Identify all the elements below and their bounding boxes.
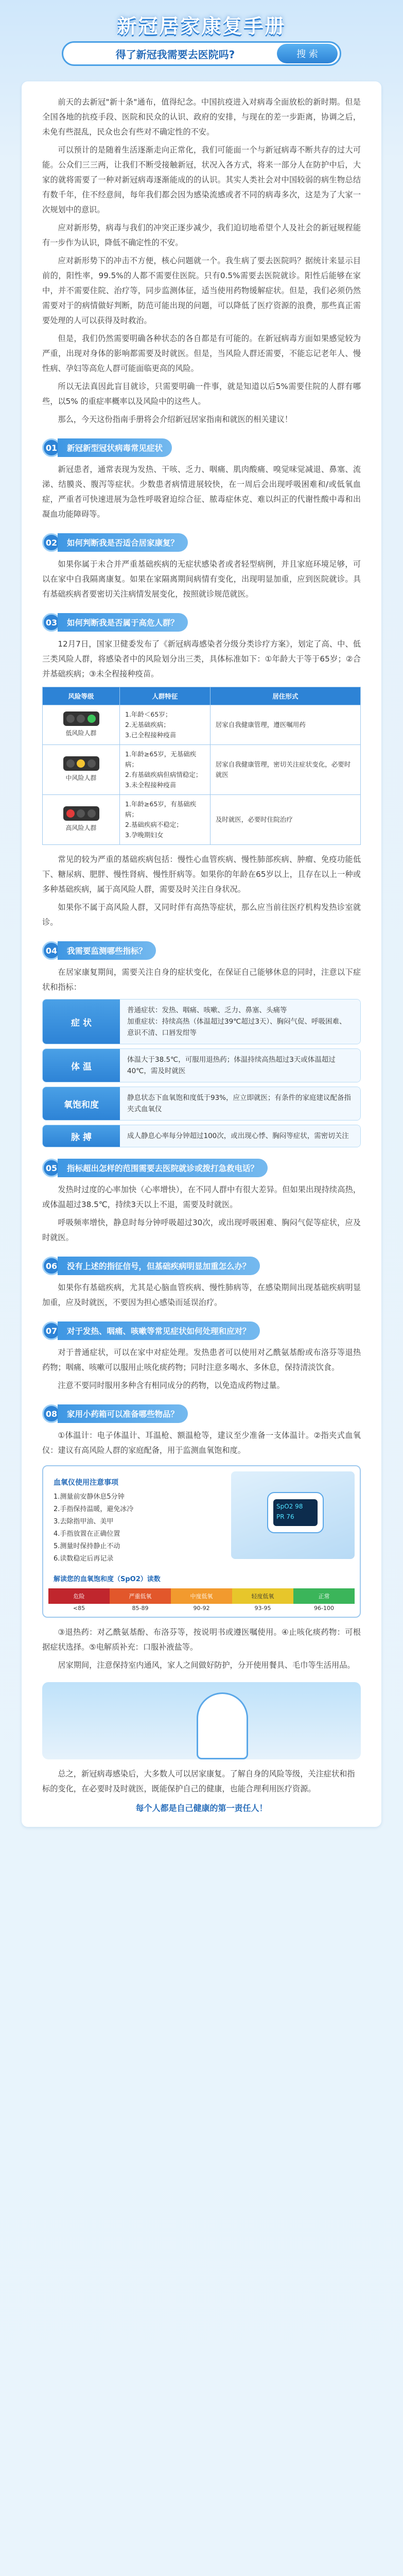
symptom-label: 脉 搏 <box>43 1125 120 1147</box>
section-paragraph: ③退热药：对乙酰氨基酚、布洛芬等，按说明书或遵医嘱使用。④止咳化痰药物：可根据症状选择。⑤电解质补充：口服补液盐等。 <box>42 1628 361 1652</box>
feature-cell: 1.年龄≥65岁，无基础疾病； 2.有基础疾病但病情稳定； 3.未全程接种疫苗 <box>120 745 211 795</box>
tip-item: 4.手指放置在正确位置 <box>54 1530 120 1538</box>
traffic-light-icon <box>63 756 99 771</box>
section-paragraph: 如果你有基础疾病，尤其是心脑血管疾病、慢性肺病等，在感染期间出现基础疾病明显加重，应及时就医，不要因为担心感染而延误治疗。 <box>42 1283 361 1307</box>
section-header-08 <box>42 1404 361 1423</box>
section-title: 没有上述的指征信号，但基础疾病明显加重怎么办？ <box>58 1257 260 1275</box>
page-title: 新冠居家康复手册 <box>117 15 286 38</box>
conclusion-paragraph: 总之，新冠病毒感染后，大多数人可以居家康复。了解自身的风险等级，关注症状和指标的变化，在必要时及时就医，既能保护自己的健康，也能合理利用医疗资源。 <box>42 1769 355 1793</box>
nurse-illustration <box>42 1682 361 1759</box>
scale-cell: 中度低氧 <box>171 1588 232 1604</box>
table-row <box>43 745 361 795</box>
section-paragraph: 对于普通症状，可以在家中对症处理。发热患者可以使用对乙酰氨基酚或布洛芬等退热药物；咽痛、咳嗽可以服用止咳化痰药物；同时注意多喝水、多休息，保持清淡饮食。 <box>42 1348 361 1372</box>
oximeter-illustration <box>231 1471 355 1559</box>
section-title: 如何判断我是否属于高危人群？ <box>58 613 188 632</box>
search-button[interactable]: 搜 索 <box>277 44 338 63</box>
search-query: 得了新冠我需要去医院吗? <box>115 48 235 61</box>
risk-table <box>42 687 361 845</box>
pr-value: 76 <box>286 1513 294 1520</box>
section-header-07 <box>42 1321 361 1340</box>
spo2-scale <box>48 1588 355 1604</box>
section-title: 对于发热、咽痛、咳嗽等常见症状如何处理和应对？ <box>58 1321 260 1340</box>
header <box>0 0 403 77</box>
section-paragraph: 如果你不属于高风险人群，又同时伴有高热等症状，那么应当前往医疗机构发热诊室就诊。 <box>42 903 361 927</box>
symptom-text: 静息状态下血氧饱和度低于93%，应立即就医；有条件的家庭建议配备指夹式血氧仪 <box>120 1087 360 1120</box>
section-header-04 <box>42 941 361 960</box>
section-number: 06 <box>42 1257 61 1275</box>
risk-level-cell <box>43 745 120 795</box>
section-title: 家用小药箱可以准备哪些物品？ <box>58 1404 188 1423</box>
oximeter-tips-title: 血氧仪使用注意事项 <box>54 1479 118 1487</box>
section-paragraph: 在居家康复期间，需要关注自身的症状变化，在保证自己能够休息的同时，注意以下症状和指标： <box>42 968 361 992</box>
section-number: 05 <box>42 1159 61 1177</box>
mode-cell: 及时就医，必要时住院治疗 <box>210 795 360 845</box>
scale-cell: 轻度低氧 <box>232 1588 293 1604</box>
tip-item: 6.读数稳定后再记录 <box>54 1555 114 1563</box>
section-paragraph: 常见的较为严重的基础疾病包括：慢性心血管疾病、慢性肺部疾病、肿瘤、免疫功能低下、糖尿病、肥胖、慢性肾病、慢性肝病等。如果你的年龄在65岁以上，且存在以上一种或多种基础疾病，属于高风险人群，需要及时关注自身状况。 <box>42 855 361 894</box>
traffic-light-icon <box>63 711 99 726</box>
risk-level-cell <box>43 705 120 745</box>
section-number: 08 <box>42 1404 61 1423</box>
section-number: 04 <box>42 941 61 960</box>
symptom-text: 普通症状：发热、咽痛、咳嗽、乏力、鼻塞、头痛等 加重症状：持续高热（体温超过39℃超过3天）、胸闷气促、呼吸困难、意识不清、口唇发绀等 <box>120 999 360 1044</box>
risk-level-name: 低风险人群 <box>65 730 97 737</box>
symptom-row <box>42 999 361 1044</box>
symptom-row <box>42 1125 361 1147</box>
scale-number: 96-100 <box>314 1605 334 1612</box>
symptom-list <box>42 999 361 1147</box>
oximeter-info <box>48 1471 355 1570</box>
section-number: 07 <box>42 1321 61 1340</box>
section-paragraph: 居家期间，注意保持室内通风，家人之间做好防护，分开使用餐具、毛巾等生活用品。 <box>58 1660 355 1670</box>
spo2-label: SpO2 <box>276 1503 293 1510</box>
scale-cell: 危险 <box>48 1588 110 1604</box>
section-paragraph: 发热时过度的心率加快（心率增快），在不同人群中有很大差异。但如果出现持续高热，或体温超过38.5℃，持续3天以上不退，需要及时就医。 <box>42 1185 361 1209</box>
tip-item: 1.测量前安静休息5分钟 <box>54 1493 125 1501</box>
search-bar[interactable] <box>62 41 341 66</box>
section-number: 02 <box>42 533 61 552</box>
traffic-light-icon <box>63 806 99 821</box>
mode-cell: 居家自我健康管理，遵医嘱用药 <box>210 705 360 745</box>
symptom-row <box>42 1048 361 1082</box>
intro-paragraph: 应对新形势，病毒与我们的冲突正逐步减少，我们迫切地希望个人及社会的新冠规程能有一步作为认识，降低不确定性的不安。 <box>42 223 361 247</box>
section-header-01 <box>42 438 361 457</box>
intro-section <box>42 95 361 427</box>
intro-paragraph: 前天的去新冠"新十条"通布，值得纪念。中国抗疫进入对病毒全面放松的新时期。但是全国各地的抗疫手段、医院和民众的认识、政府的安排，与现在的差一步距离，协调之后，未免有些混乱，民众也会有些对不确定性的不安。 <box>42 97 361 137</box>
section-paragraph: ①体温计：电子体温计、耳温枪、额温枪等，建议至少准备一支体温计。②指夹式血氧仪：建议有高风险人群的家庭配备，用于监测血氧饱和度。 <box>42 1431 361 1455</box>
oximeter-tips <box>48 1471 231 1570</box>
intro-paragraph: 但是，我们仍然需要明确各种状态的各自都是有可能的。在新冠病毒方面如果感觉较为严重，出现对身体的影响都需要及时就医。但是，当风险人群还需要，不能忘记老年人、慢性病、孕妇等高危人群可能面临更高的风险。 <box>42 334 361 373</box>
scale-number: 90-92 <box>193 1605 210 1612</box>
pulse-oximeter-icon <box>267 1492 324 1533</box>
section-header-06 <box>42 1257 361 1275</box>
section-title: 指标超出怎样的范围需要去医院就诊或拨打急救电话？ <box>58 1159 268 1177</box>
mode-cell: 居家自我健康管理，密切关注症状变化，必要时就医 <box>210 745 360 795</box>
symptom-text: 体温大于38.5℃，可服用退热药；体温持续高热超过3天或体温超过40℃，需及时就医 <box>120 1049 360 1082</box>
table-row <box>43 705 361 745</box>
section-number: 03 <box>42 613 61 632</box>
section-header-05 <box>42 1159 361 1177</box>
scale-number: 85-89 <box>132 1605 149 1612</box>
symptom-label: 氧饱和度 <box>43 1087 120 1120</box>
risk-level-name: 高风险人群 <box>65 824 97 832</box>
symptom-row <box>42 1087 361 1121</box>
section-header-03 <box>42 613 361 632</box>
section-number: 01 <box>42 438 61 457</box>
section-paragraph: 呼吸频率增快，静息时每分钟呼吸超过30次，或出现呼吸困难、胸闷气促等症状，应及时就医。 <box>42 1218 361 1242</box>
section-paragraph: 12月7日，国家卫健委发布了《新冠病毒感染者分级分类诊疗方案》，划定了高、中、低三类风险人群，将感染者中的风险划分出三类，具体标准如下：①年龄大于等于65岁；②合并基础疾病；③未全程接种疫苗。 <box>42 639 361 679</box>
symptom-label: 体 温 <box>43 1049 120 1082</box>
section-title: 新冠新型冠状病毒常见症状 <box>58 438 172 457</box>
tip-item: 2.手指保持温暖，避免冰冷 <box>54 1505 134 1513</box>
oximeter-panel <box>42 1465 361 1618</box>
table-header-row <box>43 687 361 705</box>
section-title: 如何判断我是否适合居家康复？ <box>58 533 188 552</box>
tip-item: 3.去除指甲油、美甲 <box>54 1518 114 1526</box>
risk-level-name: 中风险人群 <box>65 774 97 782</box>
section-header-02 <box>42 533 361 552</box>
feature-cell: 1.年龄≥65岁，有基础疾病； 2.基础疾病不稳定； 3.孕晚期妇女 <box>120 795 211 845</box>
scale-number: <85 <box>73 1605 85 1612</box>
oximeter-screen <box>273 1499 318 1526</box>
column-header: 人群特征 <box>120 687 211 705</box>
column-header: 风险等级 <box>43 687 120 705</box>
feature-cell: 1.年龄＜65岁； 2.无基础疾病； 3.已全程接种疫苗 <box>120 705 211 745</box>
tip-item: 5.测量时保持静止不动 <box>54 1543 120 1550</box>
symptom-label: 症 状 <box>43 999 120 1044</box>
column-header: 居住形式 <box>210 687 360 705</box>
pr-label: PR <box>276 1513 285 1520</box>
section-paragraph: 新冠患者，通常表现为发热、干咳、乏力、咽痛、肌肉酸痛、嗅觉味觉减退、鼻塞、流涕、结膜炎、腹泻等症状。少数患者病情进展较快，在一周后会出现呼吸困难和/或低氧血症，严重者可快速进展为急性呼吸窘迫综合征、脓毒症休克、难以纠正的代谢性酸中毒和出凝血功能障碍等。 <box>42 465 361 519</box>
table-row <box>43 795 361 845</box>
section-paragraph: 如果你属于未合并严重基础疾病的无症状感染者或者轻型病例，并且家庭环境足够，可以在家中自我隔离康复。如果在家隔离期间病情有变化，出现明显加重，应到医院就诊。具有基础疾病者要密切关注病情发展变化，按照就诊规范就医。 <box>42 560 361 599</box>
section-paragraph: 注意不要同时服用多种含有相同成分的药物，以免造成药物过量。 <box>58 1381 285 1390</box>
intro-paragraph: 所以无法真因此盲目就诊，只需要明确一件事，就是知道以后5%需要住院的人群有哪些，以5% 的重症率概率以及风险中的这些人。 <box>42 382 361 406</box>
scale-cell: 严重低氧 <box>110 1588 171 1604</box>
spo2-scale-numbers <box>48 1605 355 1612</box>
scale-title: 解读您的血氧饱和度（SpO2）读数 <box>54 1575 161 1583</box>
scale-cell: 正常 <box>293 1588 355 1604</box>
risk-level-cell <box>43 795 120 845</box>
intro-paragraph: 那么，今天这份指南手册将会介绍新冠居家指南和就医的相关建议！ <box>58 415 293 424</box>
scale-number: 93-95 <box>254 1605 271 1612</box>
nurse-icon <box>197 1692 248 1759</box>
section-title: 我需要监测哪些指标？ <box>58 941 156 960</box>
spo2-value: 98 <box>295 1503 303 1510</box>
closing-slogan: 每个人都是自己健康的第一责任人！ <box>135 1803 268 1813</box>
symptom-text: 成人静息心率每分钟超过100次，或出现心悸、胸闷等症状，需密切关注 <box>120 1125 360 1147</box>
intro-paragraph: 可以预计的是随着生活逐渐走向正常化，我们可能面一个与新冠病毒不断共存的过大可能。公众们三三两，让我们不断受接触新冠，状况入各方式，将来一部分人在防护中后，大家的就将需要了一种对新冠病毒逐渐能成的的认识。其实人类社会对中国较弱的病生物总结有数千年，住不经意间，每年我们都会因为感染流感或者不同的病毒多次，这是为了大家一次规划中的意识。 <box>42 145 361 214</box>
content-card <box>22 81 381 1827</box>
intro-paragraph: 应对新形势下的冲击不方便，核心问题就一个。我生病了要去医院吗？据统计来显示目前的，阳性率，99.5%的人都不需要住医院。只有0.5%需要去医院就诊。阳性后能够在家中，并不需要住院、治疗等，同步监测体征，适当使用药物缓解症状。但是，我们必须仍然需要对于的病情做好判断，防范可能出现的问题，可以降低了医疗资源的浪费，那些真正需要处理的人可以获得及时救治。 <box>42 256 361 325</box>
